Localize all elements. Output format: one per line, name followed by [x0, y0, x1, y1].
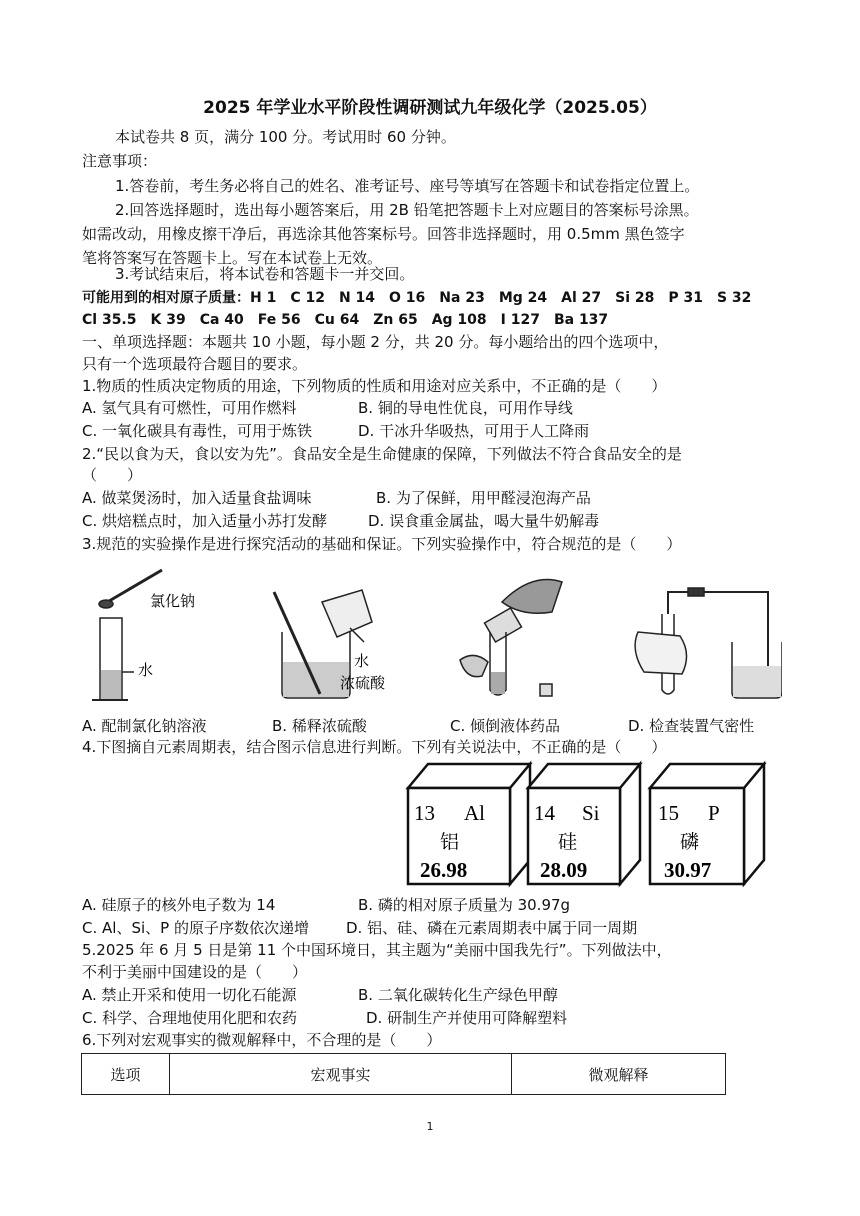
q3-option-c: C. 倾倒液体药品 [450, 717, 561, 735]
si-name: 硅 [558, 832, 578, 853]
header-option: 选项 [82, 1054, 170, 1094]
p-symbol: P [708, 801, 720, 825]
element-card-al [408, 764, 530, 884]
q4-option-a: A. 硅原子的核外电子数为 14 [82, 896, 276, 914]
al-symbol: Al [464, 801, 485, 825]
notice-1: 1.答卷前，考生务必将自己的姓名、准考证号、座号等填写在答题卡和试卷指定位置上。 [115, 177, 700, 195]
label-nacl: 氯化钠 [150, 594, 196, 610]
al-name: 铝 [440, 832, 460, 853]
q1-option-c: C. 一氧化碳具有毒性，可用于炼铁 [82, 422, 313, 440]
graduated-cylinder-illustration [92, 570, 162, 700]
q5-stem-cont: 不利于美丽中国建设的是（ ） [82, 963, 308, 981]
intro-text: 本试卷共 8 页，满分 100 分。考试用时 60 分钟。 [115, 128, 456, 146]
si-mass: 28.09 [540, 858, 588, 882]
q2-option-c: C. 烘焙糕点时，加入适量小苏打发酵 [82, 512, 328, 530]
q1-stem: 1.物质的性质决定物质的用途，下列物质的性质和用途对应关系中，不正确的是（ ） [82, 377, 667, 395]
page-title: 2025 年学业水平阶段性调研测试九年级化学（2025.05） [203, 98, 657, 118]
element-card-si [528, 764, 640, 884]
q3-figure [82, 562, 782, 712]
q4-option-d: D. 铝、硅、磷在元素周期表中属于同一周期 [346, 919, 638, 937]
q5-stem: 5.2025 年 6 月 5 日是第 11 个中国环境日，其主题为“美丽中国我先行”。下列做法中， [82, 941, 672, 959]
q1-option-b: B. 铜的导电性优良，可用作导线 [358, 399, 573, 417]
header-micro-explanation: 微观解释 [588, 1065, 649, 1084]
element-card-p [650, 764, 764, 884]
q5-option-c: C. 科学、合理地使用化肥和农药 [82, 1009, 298, 1027]
q2-stem: 2.“民以食为天，食以安为先”。食品安全是生命健康的保障，下列做法不符合食品安全的是 [82, 445, 682, 463]
q1-option-a: A. 氢气具有可燃性，可用作燃料 [82, 399, 297, 417]
q5-option-d: D. 研制生产并使用可降解塑料 [366, 1009, 568, 1027]
p-mass: 30.97 [664, 858, 712, 882]
q4-stem: 4.下图摘自元素周期表，结合图示信息进行判断。下列有关说法中，不正确的是（ ） [82, 738, 667, 756]
p-name: 磷 [680, 832, 700, 853]
q3-option-b: B. 稀释浓硫酸 [272, 717, 367, 735]
notice-2a: 2.回答选择题时，选出每小题答案后，用 2B 铅笔把答题卡上对应题目的答案标号涂黑。 [115, 201, 699, 219]
page-number: 1 [426, 1120, 434, 1133]
notice-3: 3.考试结束后，将本试卷和答题卡一并交回。 [115, 265, 415, 283]
q4-option-b: B. 磷的相对原子质量为 30.97g [358, 896, 571, 914]
section1-heading-a: 一、单项选择题：本题共 10 小题，每小题 2 分，共 20 分。每小题给出的四个选项中， [82, 333, 669, 351]
q6-stem: 6.下列对宏观事实的微观解释中，不合理的是（ ） [82, 1031, 442, 1049]
atomic-masses-1: 可能用到的相对原子质量：H 1 C 12 N 14 O 16 Na 23 Mg 24 Al 27 Si 28 P 31 S 32 [82, 290, 752, 306]
al-mass: 26.98 [420, 858, 468, 882]
pouring-illustration [460, 580, 562, 697]
notice-2b: 如需改动，用橡皮擦干净后，再选涂其他答案标号。回答非选择题时，用 0.5mm 黑色签字 [82, 225, 685, 243]
q3-option-d: D. 检查装置气密性 [628, 717, 755, 735]
section1-heading-b: 只有一个选项最符合题目的要求。 [82, 355, 308, 373]
q2-option-b: B. 为了保鲜，用甲醛浸泡海产品 [376, 489, 591, 507]
q2-option-d: D. 误食重金属盐，喝大量牛奶解毒 [368, 512, 600, 530]
periodic-table-excerpt [400, 760, 772, 890]
airtightness-illustration [635, 588, 782, 698]
si-symbol: Si [582, 801, 600, 825]
si-number: 14 [534, 801, 555, 825]
q3-option-a: A. 配制氯化钠溶液 [82, 717, 207, 735]
q2-option-a: A. 做菜煲汤时，加入适量食盐调味 [82, 489, 312, 507]
q2-stem-cont: （ ） [82, 466, 143, 484]
q1-option-d: D. 干冰升华吸热，可用于人工降雨 [358, 422, 590, 440]
q4-option-c: C. Al、Si、P 的原子序数依次递增 [82, 919, 309, 937]
al-number: 13 [414, 801, 435, 825]
label-water-b: 水 [354, 654, 370, 670]
atomic-masses-2: Cl 35.5 K 39 Ca 40 Fe 56 Cu 64 Zn 65 Ag 108 I 127 Ba 137 [82, 312, 609, 328]
q5-option-b: B. 二氧化碳转化生产绿色甲醇 [358, 986, 558, 1004]
label-water-a: 水 [138, 663, 154, 679]
notice-2c: 笔将答案写在答题卡上。写在本试卷上无效。 [82, 249, 383, 267]
q3-stem: 3.规范的实验操作是进行探究活动的基础和保证。下列实验操作中，符合规范的是（ ） [82, 535, 682, 553]
q6-table-header [81, 1053, 726, 1095]
label-acid: 浓硫酸 [340, 676, 386, 692]
notice-heading: 注意事项： [82, 152, 158, 170]
q5-option-a: A. 禁止开采和使用一切化石能源 [82, 986, 297, 1004]
p-number: 15 [658, 801, 679, 825]
header-macro-fact: 宏观事实 [170, 1054, 512, 1094]
